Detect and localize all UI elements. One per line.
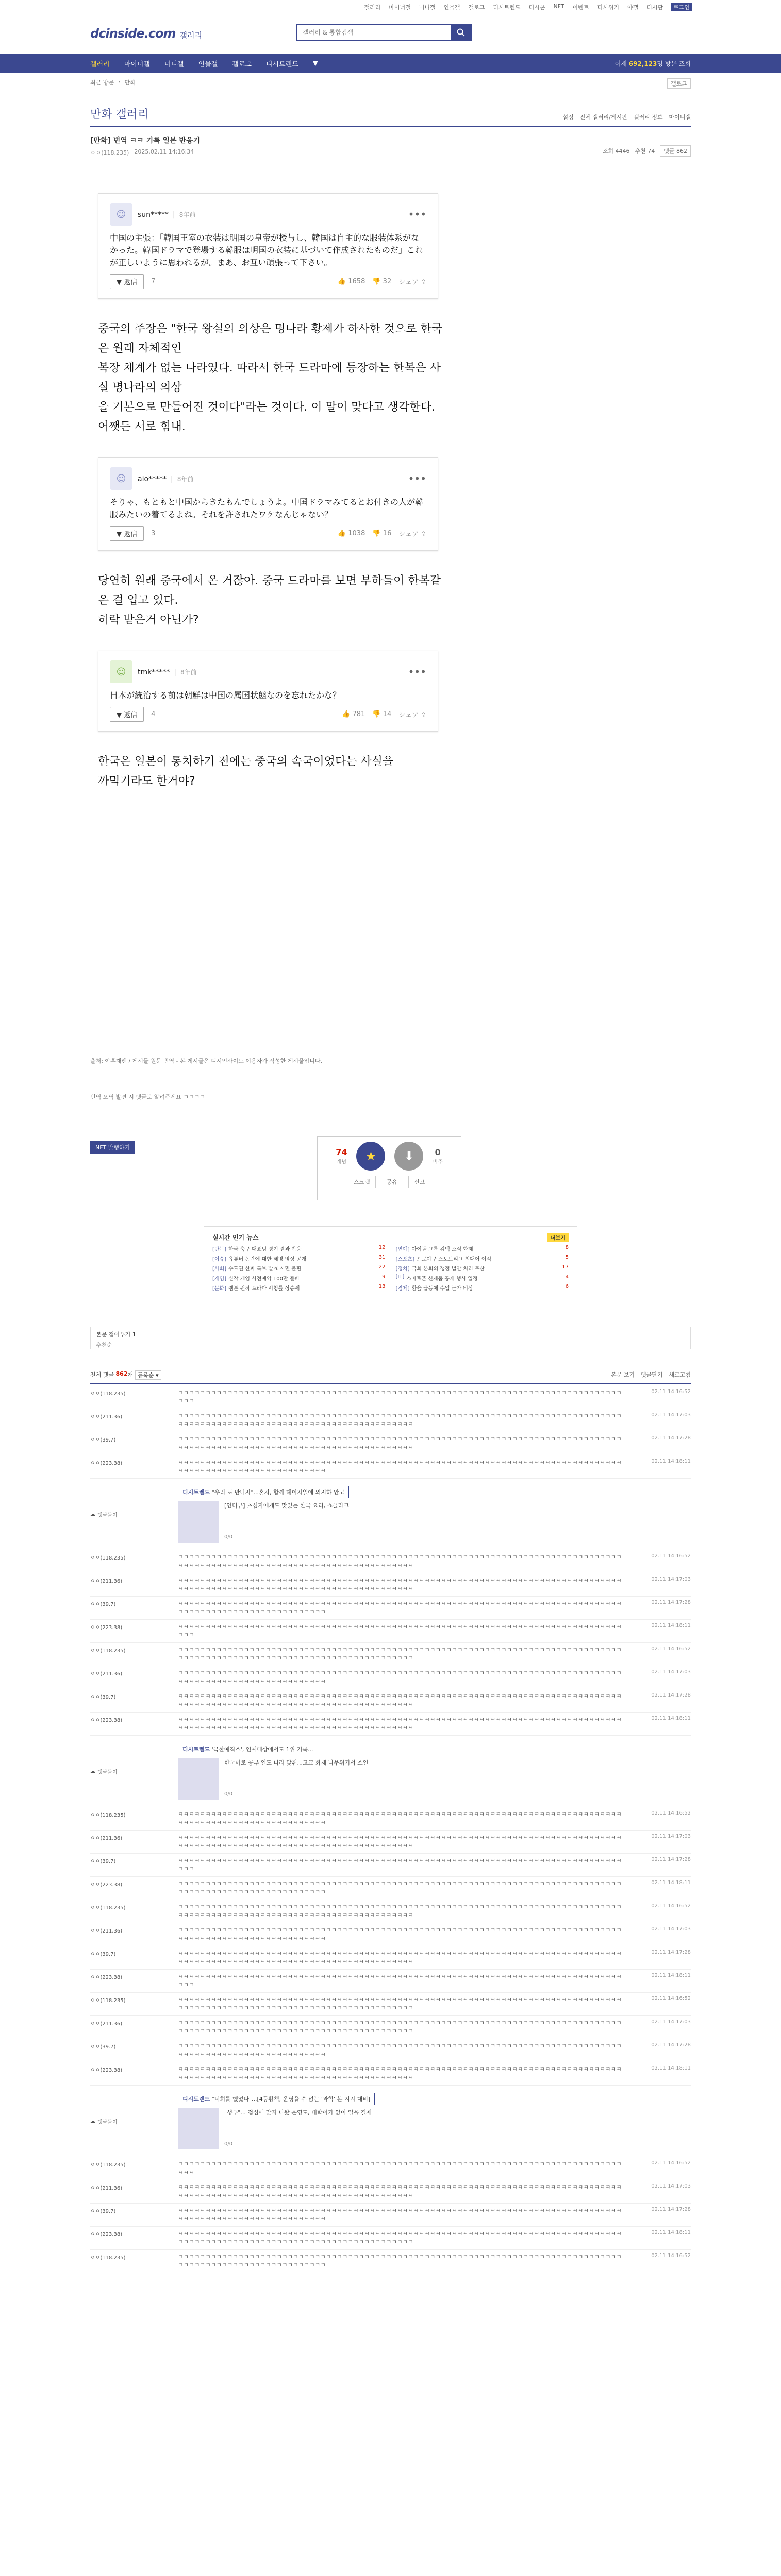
comment-text: ㅋㅋㅋㅋㅋㅋㅋㅋㅋㅋㅋㅋㅋㅋㅋㅋㅋㅋㅋㅋㅋㅋㅋㅋㅋㅋㅋㅋㅋㅋㅋㅋㅋㅋㅋㅋㅋㅋㅋㅋㅋㅋㅋㅋㅋㅋㅋㅋㅋㅋㅋㅋㅋㅋㅋㅋㅋㅋㅋㅋㅋㅋㅋㅋㅋㅋㅋㅋㅋㅋㅋㅋㅋㅋㅋㅋㅋㅋㅋㅋㅋㅋㅋㅋㅋㅋㅋㅋㅋㅋㅋㅋㅋㅋㅋㅋㅋㅋㅋㅋㅋㅋㅋㅋㅋㅋㅋㅋ bbox=[178, 2043, 622, 2058]
comment-date: 02.11 14:17:28 bbox=[651, 2042, 691, 2048]
comment-date: 02.11 14:17:28 bbox=[651, 2207, 691, 2212]
comment-nick[interactable]: ㅇㅇ(211.36) bbox=[90, 1671, 123, 1677]
site-logo[interactable]: dcinside.com bbox=[90, 26, 176, 41]
comment-date: 02.11 14:16:52 bbox=[651, 1810, 691, 1816]
star-icon: ★ bbox=[365, 1149, 377, 1163]
comment-text: 日本が統治する前は朝鮮は中国の属国状態なのを忘れたかな？ bbox=[110, 690, 341, 700]
dislike-count[interactable]: 👎 14 bbox=[372, 710, 392, 718]
comment-row bbox=[90, 1409, 691, 1432]
comment-user: tmk***** bbox=[138, 668, 170, 676]
post-comment-count[interactable]: 댓글 862 bbox=[660, 145, 691, 157]
comment-row bbox=[90, 2062, 691, 2086]
comment-text: ㅋㅋㅋㅋㅋㅋㅋㅋㅋㅋㅋㅋㅋㅋㅋㅋㅋㅋㅋㅋㅋㅋㅋㅋㅋㅋㅋㅋㅋㅋㅋㅋㅋㅋㅋㅋㅋㅋㅋㅋㅋㅋㅋㅋㅋㅋㅋㅋㅋㅋㅋㅋㅋㅋㅋㅋㅋㅋㅋㅋㅋㅋㅋㅋㅋㅋㅋㅋㅋㅋㅋㅋㅋㅋㅋㅋㅋㅋㅋㅋㅋㅋㅋㅋㅋㅋㅋㅋㅋㅋㅋㅋㅋㅋㅋㅋㅋㅋㅋㅋㅋㅋㅋㅋㅋㅋㅋㅋㅋㅋㅋㅋㅋㅋㅋㅋㅋㅋㅋㅋㅋㅋㅋㅋ bbox=[178, 1436, 622, 1451]
comment-nick[interactable]: ㅇㅇ(211.36) bbox=[90, 2185, 123, 2191]
top-nav-dccon[interactable]: 디시콘 bbox=[528, 4, 545, 11]
comment-date: 02.11 14:17:28 bbox=[651, 1692, 691, 1698]
comment-nick[interactable]: ㅇㅇ(223.38) bbox=[90, 2232, 123, 2238]
news-item[interactable]: [경제] 환율 급등에 수입 물가 비상 6 bbox=[395, 1284, 569, 1292]
gnb-gallery[interactable]: 갤러리 bbox=[90, 60, 110, 69]
post-body bbox=[98, 193, 443, 812]
comment-text: ㅋㅋㅋㅋㅋㅋㅋㅋㅋㅋㅋㅋㅋㅋㅋㅋㅋㅋㅋㅋㅋㅋㅋㅋㅋㅋㅋㅋㅋㅋㅋㅋㅋㅋㅋㅋㅋㅋㅋㅋㅋㅋㅋㅋㅋㅋㅋㅋㅋㅋㅋㅋㅋㅋㅋㅋㅋㅋㅋㅋㅋㅋㅋㅋㅋㅋㅋㅋㅋㅋㅋㅋㅋㅋㅋㅋㅋㅋㅋㅋㅋㅋㅋㅋㅋㅋㅋㅋㅋㅋㅋㅋㅋㅋㅋㅋㅋㅋㅋㅋㅋㅋㅋㅋㅋㅋㅋㅋㅋㅋㅋㅋㅋㅋㅋㅋㅋㅋㅋㅋㅋㅋㅋㅋ bbox=[178, 2184, 622, 2199]
news-item[interactable]: [문화] 웹툰 원작 드라마 시청률 상승세 13 bbox=[212, 1284, 386, 1292]
comment-row bbox=[90, 1713, 691, 1736]
comment-row bbox=[90, 1573, 691, 1597]
comment-date: 02.11 14:18:11 bbox=[651, 1623, 691, 1629]
comment-nick: 댓글돌이 bbox=[97, 1769, 118, 1775]
comment-row bbox=[90, 1432, 691, 1455]
comment-text: ㅋㅋㅋㅋㅋㅋㅋㅋㅋㅋㅋㅋㅋㅋㅋㅋㅋㅋㅋㅋㅋㅋㅋㅋㅋㅋㅋㅋㅋㅋㅋㅋㅋㅋㅋㅋㅋㅋㅋㅋㅋㅋㅋㅋㅋㅋㅋㅋㅋㅋㅋㅋㅋㅋㅋㅋㅋㅋㅋㅋㅋㅋㅋㅋㅋㅋㅋㅋㅋㅋㅋㅋㅋㅋㅋㅋㅋㅋㅋㅋㅋㅋㅋㅋㅋㅋㅋㅋㅋㅋㅋㅋㅋㅋㅋㅋㅋㅋㅋㅋㅋㅋㅋㅋㅋㅋㅋㅋ bbox=[178, 1670, 622, 1685]
source-note bbox=[90, 1056, 606, 1103]
gnb-gallog[interactable]: 갤로그 bbox=[232, 60, 252, 69]
post-views: 조회 4446 bbox=[602, 148, 630, 155]
comment-text: ㅋㅋㅋㅋㅋㅋㅋㅋㅋㅋㅋㅋㅋㅋㅋㅋㅋㅋㅋㅋㅋㅋㅋㅋㅋㅋㅋㅋㅋㅋㅋㅋㅋㅋㅋㅋㅋㅋㅋㅋㅋㅋㅋㅋㅋㅋㅋㅋㅋㅋㅋㅋㅋㅋㅋㅋㅋㅋㅋㅋㅋㅋㅋㅋㅋㅋㅋㅋㅋㅋㅋㅋㅋㅋㅋㅋㅋㅋㅋㅋㅋㅋㅋㅋㅋㅋㅋㅋㅋㅋㅋㅋㅋㅋㅋㅋㅋㅋㅋㅋㅋㅋㅋㅋㅋㅋㅋㅋ bbox=[178, 1880, 622, 1895]
gnb-person[interactable]: 인물갤 bbox=[198, 60, 218, 69]
comment-text: ㅋㅋㅋㅋㅋㅋㅋㅋㅋㅋㅋㅋㅋㅋㅋㅋㅋㅋㅋㅋㅋㅋㅋㅋㅋㅋㅋㅋㅋㅋㅋㅋㅋㅋㅋㅋㅋㅋㅋㅋㅋㅋㅋㅋㅋㅋㅋㅋㅋㅋㅋㅋㅋㅋㅋㅋㅋㅋㅋㅋㅋㅋㅋㅋㅋㅋㅋㅋㅋㅋㅋㅋㅋㅋㅋㅋㅋㅋㅋㅋㅋㅋㅋㅋㅋㅋㅋㅋㅋㅋㅋㅋㅋㅋㅋㅋㅋㅋㅋㅋㅋㅋㅋㅋㅋㅋㅋㅋㅋㅋㅋㅋㅋㅋㅋㅋㅋㅋㅋㅋㅋㅋㅋㅋ bbox=[178, 1413, 622, 1428]
chevron-down-icon[interactable]: ▼ bbox=[312, 59, 318, 67]
comment-date: 02.11 14:17:03 bbox=[651, 1926, 691, 1932]
dcc-caption[interactable]: 한국어로 공부 인도 나라 맞춰...고교 화제 나무위키서 소인 bbox=[224, 1759, 369, 1766]
search-box bbox=[296, 24, 472, 41]
comment-text: ㅋㅋㅋㅋㅋㅋㅋㅋㅋㅋㅋㅋㅋㅋㅋㅋㅋㅋㅋㅋㅋㅋㅋㅋㅋㅋㅋㅋㅋㅋㅋㅋㅋㅋㅋㅋㅋㅋㅋㅋㅋㅋㅋㅋㅋㅋㅋㅋㅋㅋㅋㅋㅋㅋㅋㅋㅋㅋㅋㅋㅋㅋㅋㅋㅋㅋㅋㅋㅋㅋㅋㅋㅋㅋㅋㅋㅋㅋㅋㅋㅋㅋㅋㅋㅋㅋㅋㅋㅋㅋㅋㅋㅋㅋㅋㅋㅋㅋㅋㅋㅋㅋㅋㅋㅋㅋㅋㅋ bbox=[178, 1600, 622, 1615]
comment-text: ㅋㅋㅋㅋㅋㅋㅋㅋㅋㅋㅋㅋㅋㅋㅋㅋㅋㅋㅋㅋㅋㅋㅋㅋㅋㅋㅋㅋㅋㅋㅋㅋㅋㅋㅋㅋㅋㅋㅋㅋㅋㅋㅋㅋㅋㅋㅋㅋㅋㅋㅋㅋㅋㅋㅋㅋㅋㅋㅋㅋㅋㅋㅋㅋㅋㅋㅋㅋㅋㅋㅋㅋㅋㅋㅋㅋㅋㅋㅋㅋㅋㅋㅋㅋㅋㅋㅋㅋㅋㅋㅋㅋㅋㅋㅋㅋㅋㅋㅋㅋㅋㅋㅋㅋㅋㅋㅋㅋ bbox=[178, 2207, 622, 2222]
nft-button[interactable]: NFT 발행하기 bbox=[90, 1141, 135, 1154]
comment-date: 02.11 14:16:52 bbox=[651, 1553, 691, 1559]
comment-date: 02.11 14:18:11 bbox=[651, 2065, 691, 2071]
comment-date: 02.11 14:16:52 bbox=[651, 1389, 691, 1395]
comment-date: 02.11 14:18:11 bbox=[651, 1880, 691, 1886]
comment-text: ㅋㅋㅋㅋㅋㅋㅋㅋㅋㅋㅋㅋㅋㅋㅋㅋㅋㅋㅋㅋㅋㅋㅋㅋㅋㅋㅋㅋㅋㅋㅋㅋㅋㅋㅋㅋㅋㅋㅋㅋㅋㅋㅋㅋㅋㅋㅋㅋㅋㅋㅋㅋㅋㅋㅋㅋㅋㅋㅋㅋㅋㅋㅋㅋㅋㅋㅋㅋㅋㅋㅋㅋㅋㅋㅋㅋㅋㅋㅋㅋㅋㅋㅋㅋㅋㅋㅋㅋㅋㅋㅋㅋㅋㅋㅋㅋㅋㅋㅋㅋㅋㅋㅋㅋㅋㅋㅋㅋㅋㅋㅋㅋㅋㅋㅋㅋㅋㅋㅋㅋㅋㅋㅋㅋ bbox=[178, 1716, 622, 1731]
refresh-link[interactable]: 새로고침 bbox=[669, 1371, 691, 1378]
comment-row bbox=[90, 1666, 691, 1689]
top-nav bbox=[364, 3, 692, 11]
comment-nick[interactable]: ㅇㅇ(118.235) bbox=[90, 2255, 126, 2261]
share-button[interactable]: シェア ⇪ bbox=[398, 279, 426, 286]
dcc-caption[interactable]: [인디뷰] 초심자에게도 맛있는 한국 요리, 쇼클라크 bbox=[224, 1502, 350, 1509]
avatar: ☺ bbox=[110, 203, 132, 226]
top-nav-minor[interactable]: 마이너갤 bbox=[389, 4, 411, 11]
comment-nick[interactable]: ㅇㅇ(39.7) bbox=[90, 1694, 116, 1700]
thumb-up-icon: 👍 bbox=[337, 278, 346, 285]
comment-sort-select[interactable]: 등록순 ▾ bbox=[135, 1370, 161, 1380]
comment-text: ㅋㅋㅋㅋㅋㅋㅋㅋㅋㅋㅋㅋㅋㅋㅋㅋㅋㅋㅋㅋㅋㅋㅋㅋㅋㅋㅋㅋㅋㅋㅋㅋㅋㅋㅋㅋㅋㅋㅋㅋㅋㅋㅋㅋㅋㅋㅋㅋㅋㅋㅋㅋㅋㅋㅋㅋㅋㅋㅋㅋㅋㅋㅋㅋㅋㅋㅋㅋㅋㅋㅋㅋㅋㅋㅋㅋㅋㅋㅋㅋㅋㅋㅋㅋ bbox=[178, 1973, 622, 1988]
best-comment-box bbox=[90, 1327, 691, 1349]
login-link[interactable]: 로그인 bbox=[671, 3, 692, 11]
comment-date: 02.11 14:16:52 bbox=[651, 1646, 691, 1652]
dccon-icon: ☁ bbox=[90, 1511, 95, 1517]
comment-date: 02.11 14:17:28 bbox=[651, 1857, 691, 1862]
news-thumbnail[interactable] bbox=[178, 1501, 219, 1543]
comment-nick[interactable]: ㅇㅇ(118.235) bbox=[90, 2162, 126, 2168]
comment-time: 8年前 bbox=[179, 211, 196, 218]
comment-text: 中国の主張：「韓国王室の衣装は明国の皇帝が授与し、韓国は自主的な服装体系がなかった。韓国ドラマで登場する韓服は明国の衣装に基づいて作成されたものだ」これが正しいように思われるが。まあ、お互い頑張って下さい。 bbox=[110, 233, 424, 267]
comment-text: ㅋㅋㅋㅋㅋㅋㅋㅋㅋㅋㅋㅋㅋㅋㅋㅋㅋㅋㅋㅋㅋㅋㅋㅋㅋㅋㅋㅋㅋㅋㅋㅋㅋㅋㅋㅋㅋㅋㅋㅋㅋㅋㅋㅋㅋㅋㅋㅋㅋㅋㅋㅋㅋㅋㅋㅋㅋㅋㅋㅋㅋㅋㅋㅋㅋㅋㅋㅋㅋㅋㅋㅋㅋㅋㅋㅋㅋㅋㅋㅋㅋㅋㅋㅋㅋㅋㅋㅋㅋㅋㅋㅋㅋㅋㅋㅋㅋㅋㅋㅋㅋㅋㅋㅋㅋㅋㅋㅋㅋㅋㅋㅋㅋㅋㅋㅋㅋㅋㅋㅋㅋㅋㅋㅋ bbox=[178, 2230, 622, 2245]
news-thumbnail[interactable] bbox=[178, 2108, 219, 2149]
top-nav-mini[interactable]: 미니갤 bbox=[419, 4, 436, 11]
view-body-link[interactable]: 본문 보기 bbox=[610, 1371, 635, 1378]
search-button[interactable] bbox=[451, 25, 471, 40]
main-nav-bar bbox=[0, 54, 781, 73]
reply-count: 3 bbox=[151, 530, 156, 537]
comment-text: ㅋㅋㅋㅋㅋㅋㅋㅋㅋㅋㅋㅋㅋㅋㅋㅋㅋㅋㅋㅋㅋㅋㅋㅋㅋㅋㅋㅋㅋㅋㅋㅋㅋㅋㅋㅋㅋㅋㅋㅋㅋㅋㅋㅋㅋㅋㅋㅋㅋㅋㅋㅋㅋㅋㅋㅋㅋㅋㅋㅋㅋㅋㅋㅋㅋㅋㅋㅋㅋㅋㅋㅋㅋㅋㅋㅋㅋㅋㅋㅋㅋㅋㅋㅋㅋㅋㅋㅋㅋㅋㅋㅋㅋㅋㅋㅋㅋㅋㅋㅋㅋㅋㅋㅋㅋㅋㅋㅋ bbox=[178, 1459, 622, 1474]
comment-nick[interactable]: ㅇㅇ(118.235) bbox=[90, 1391, 126, 1397]
downvote-count: 0 bbox=[435, 1147, 441, 1157]
comment-text: ㅋㅋㅋㅋㅋㅋㅋㅋㅋㅋㅋㅋㅋㅋㅋㅋㅋㅋㅋㅋㅋㅋㅋㅋㅋㅋㅋㅋㅋㅋㅋㅋㅋㅋㅋㅋㅋㅋㅋㅋㅋㅋㅋㅋㅋㅋㅋㅋㅋㅋㅋㅋㅋㅋㅋㅋㅋㅋㅋㅋㅋㅋㅋㅋㅋㅋㅋㅋㅋㅋㅋㅋㅋㅋㅋㅋㅋㅋㅋㅋㅋㅋㅋㅋ bbox=[178, 2161, 622, 2176]
header bbox=[90, 19, 691, 48]
news-thumbnail[interactable] bbox=[178, 1758, 219, 1800]
comment-label: 전체 댓글 bbox=[90, 1371, 114, 1378]
post-recs: 추천 74 bbox=[635, 148, 655, 155]
all-gallery-link[interactable]: 전체 갤러리/게시판 bbox=[579, 114, 627, 121]
news-title: 실시간 인기 뉴스 bbox=[212, 1234, 259, 1241]
dcc-promo-row bbox=[90, 2086, 691, 2157]
live-news-box bbox=[204, 1226, 577, 1298]
comment-text: ㅋㅋㅋㅋㅋㅋㅋㅋㅋㅋㅋㅋㅋㅋㅋㅋㅋㅋㅋㅋㅋㅋㅋㅋㅋㅋㅋㅋㅋㅋㅋㅋㅋㅋㅋㅋㅋㅋㅋㅋㅋㅋㅋㅋㅋㅋㅋㅋㅋㅋㅋㅋㅋㅋㅋㅋㅋㅋㅋㅋㅋㅋㅋㅋㅋㅋㅋㅋㅋㅋㅋㅋㅋㅋㅋㅋㅋㅋㅋㅋㅋㅋㅋㅋ bbox=[178, 1857, 622, 1872]
comment-total: 862 bbox=[115, 1370, 128, 1377]
comment-nick[interactable]: ㅇㅇ(223.38) bbox=[90, 1718, 123, 1723]
share-button[interactable]: 공유 bbox=[381, 1176, 403, 1188]
post-author[interactable]: ㅇㅇ(118.235) bbox=[90, 149, 129, 156]
gnb-trend[interactable]: 디시트렌드 bbox=[265, 60, 298, 69]
top-nav-nft[interactable]: NFT bbox=[553, 3, 564, 10]
comment-row bbox=[90, 2227, 691, 2250]
comment-date: 02.11 14:16:52 bbox=[651, 1903, 691, 1909]
translation-text: 당연히 원래 중국에서 온 거잖아. 중국 드라마를 보면 부하들이 한복같은 걸 입고 있다. 허락 받은거 아닌가? bbox=[98, 574, 441, 626]
comment-row bbox=[90, 2157, 691, 2180]
news-more-button[interactable]: 더보기 bbox=[547, 1233, 569, 1242]
share-button[interactable]: シェア ⇪ bbox=[398, 711, 426, 719]
reply-count: 4 bbox=[151, 710, 156, 718]
dccon-icon: ☁ bbox=[90, 2118, 95, 2124]
avatar: ☺ bbox=[110, 660, 132, 683]
post-title: [만화] 번역 ㅋㅋ 기록 일본 반응기 bbox=[90, 137, 200, 145]
comment-nick[interactable]: ㅇㅇ(223.38) bbox=[90, 1882, 123, 1888]
thumb-down-icon: 👎 bbox=[372, 278, 381, 285]
news-item[interactable]: [IT] 스마트폰 신제품 공개 행사 일정 4 bbox=[395, 1274, 569, 1282]
dcc-vote: 0/0 bbox=[224, 2141, 233, 2147]
dcc-caption[interactable]: "생투"... 점심에 맞지 나왔 운영도, 대학이가 없이 일을 결제 bbox=[224, 2109, 372, 2116]
comment-user: aio***** bbox=[138, 474, 167, 483]
comment-row bbox=[90, 2250, 691, 2273]
thumb-down-icon: 👎 bbox=[372, 530, 381, 537]
report-button[interactable]: 신고 bbox=[408, 1176, 430, 1188]
top-nav-event[interactable]: 이벤트 bbox=[572, 4, 589, 11]
comment-nick[interactable]: ㅇㅇ(223.38) bbox=[90, 1975, 123, 1980]
news-item[interactable]: [사회] 수도권 한파 특보 발효 시민 불편 22 bbox=[212, 1264, 386, 1272]
crumb-gallery[interactable]: 만화 bbox=[124, 79, 136, 86]
comment-nick[interactable]: ㅇㅇ(211.36) bbox=[90, 1928, 123, 1934]
comment-row bbox=[90, 1900, 691, 1923]
vote-box bbox=[317, 1136, 461, 1200]
search-input[interactable] bbox=[297, 25, 451, 40]
comment-text: ㅋㅋㅋㅋㅋㅋㅋㅋㅋㅋㅋㅋㅋㅋㅋㅋㅋㅋㅋㅋㅋㅋㅋㅋㅋㅋㅋㅋㅋㅋㅋㅋㅋㅋㅋㅋㅋㅋㅋㅋㅋㅋㅋㅋㅋㅋㅋㅋㅋㅋㅋㅋㅋㅋㅋㅋㅋㅋㅋㅋㅋㅋㅋㅋㅋㅋㅋㅋㅋㅋㅋㅋㅋㅋㅋㅋㅋㅋㅋㅋㅋㅋㅋㅋㅋㅋㅋㅋㅋㅋㅋㅋㅋㅋㅋㅋㅋㅋㅋㅋㅋㅋㅋㅋㅋㅋㅋㅋ bbox=[178, 2253, 622, 2268]
comment-nick[interactable]: ㅇㅇ(223.38) bbox=[90, 2067, 123, 2073]
comment-nick[interactable]: ㅇㅇ(39.7) bbox=[90, 1602, 116, 1607]
comment-text: ㅋㅋㅋㅋㅋㅋㅋㅋㅋㅋㅋㅋㅋㅋㅋㅋㅋㅋㅋㅋㅋㅋㅋㅋㅋㅋㅋㅋㅋㅋㅋㅋㅋㅋㅋㅋㅋㅋㅋㅋㅋㅋㅋㅋㅋㅋㅋㅋㅋㅋㅋㅋㅋㅋㅋㅋㅋㅋㅋㅋㅋㅋㅋㅋㅋㅋㅋㅋㅋㅋㅋㅋㅋㅋㅋㅋㅋㅋㅋㅋㅋㅋㅋㅋㅋㅋㅋㅋㅋㅋㅋㅋㅋㅋㅋㅋㅋㅋㅋㅋㅋㅋㅋㅋㅋㅋㅋㅋㅋㅋㅋㅋㅋㅋㅋㅋㅋㅋㅋㅋㅋㅋㅋㅋ bbox=[178, 2066, 622, 2081]
gallery-title[interactable]: 만화 갤러리 bbox=[90, 108, 149, 121]
comment-row bbox=[90, 1643, 691, 1666]
source-line: 번역 오역 발견 시 댓글로 알려주세요 ㅋㅋㅋㅋ bbox=[90, 1094, 205, 1100]
comment-time: 8年前 bbox=[180, 668, 197, 676]
comment-row bbox=[90, 1854, 691, 1877]
comment-nick: 댓글돌이 bbox=[97, 2119, 118, 2125]
comment-row bbox=[90, 2180, 691, 2204]
comment-text: ㅋㅋㅋㅋㅋㅋㅋㅋㅋㅋㅋㅋㅋㅋㅋㅋㅋㅋㅋㅋㅋㅋㅋㅋㅋㅋㅋㅋㅋㅋㅋㅋㅋㅋㅋㅋㅋㅋㅋㅋㅋㅋㅋㅋㅋㅋㅋㅋㅋㅋㅋㅋㅋㅋㅋㅋㅋㅋㅋㅋㅋㅋㅋㅋㅋㅋㅋㅋㅋㅋㅋㅋㅋㅋㅋㅋㅋㅋㅋㅋㅋㅋㅋㅋㅋㅋㅋㅋㅋㅋㅋㅋㅋㅋㅋㅋㅋㅋㅋㅋㅋㅋㅋㅋㅋㅋㅋㅋ bbox=[178, 1927, 622, 1942]
comment-nick: 댓글돌이 bbox=[97, 1512, 118, 1518]
upvote-button[interactable] bbox=[356, 1142, 385, 1171]
comment-text: ㅋㅋㅋㅋㅋㅋㅋㅋㅋㅋㅋㅋㅋㅋㅋㅋㅋㅋㅋㅋㅋㅋㅋㅋㅋㅋㅋㅋㅋㅋㅋㅋㅋㅋㅋㅋㅋㅋㅋㅋㅋㅋㅋㅋㅋㅋㅋㅋㅋㅋㅋㅋㅋㅋㅋㅋㅋㅋㅋㅋㅋㅋㅋㅋㅋㅋㅋㅋㅋㅋㅋㅋㅋㅋㅋㅋㅋㅋㅋㅋㅋㅋㅋㅋㅋㅋㅋㅋㅋㅋㅋㅋㅋㅋㅋㅋㅋㅋㅋㅋㅋㅋㅋㅋㅋㅋㅋㅋㅋㅋㅋㅋㅋㅋㅋㅋㅋㅋㅋㅋㅋㅋㅋㅋ bbox=[178, 1693, 622, 1708]
best-sort: 추천순 bbox=[96, 1342, 112, 1348]
translation-text: 중국의 주장은 "한국 왕실의 의상은 명나라 황제가 하사한 것으로 한국은 원래 자체적인 복장 체계가 없는 나라였다. 따라서 한국 드라마에 등장하는 한복은 사실 명나라의 의상 을 기본으로 만들어진 것이다"라는 것이다. 이 말이 맞다고 생각한다. 어쨋든 서로 힘내. bbox=[98, 323, 443, 433]
yahoo-comment-card: ☺ aio***** | 8年前 ••• そりゃ、もともと中国からきたもんでしょうよ。中国ドラマみてるとお付きの人が韓服みたいの着てるよね。それを許されたワケなんじゃない？ ▼ 返信 3 👍 1038 👎 16 シェア ⇪ bbox=[98, 457, 438, 551]
dislike-count[interactable]: 👎 16 bbox=[372, 530, 392, 537]
news-item[interactable]: [이슈] 유튜버 논란에 대한 해명 영상 공개 31 bbox=[212, 1255, 386, 1262]
comment-text: ㅋㅋㅋㅋㅋㅋㅋㅋㅋㅋㅋㅋㅋㅋㅋㅋㅋㅋㅋㅋㅋㅋㅋㅋㅋㅋㅋㅋㅋㅋㅋㅋㅋㅋㅋㅋㅋㅋㅋㅋㅋㅋㅋㅋㅋㅋㅋㅋㅋㅋㅋㅋㅋㅋㅋㅋㅋㅋㅋㅋㅋㅋㅋㅋㅋㅋㅋㅋㅋㅋㅋㅋㅋㅋㅋㅋㅋㅋㅋㅋㅋㅋㅋㅋㅋㅋㅋㅋㅋㅋㅋㅋㅋㅋㅋㅋㅋㅋㅋㅋㅋㅋㅋㅋㅋㅋㅋㅋㅋㅋㅋㅋㅋㅋㅋㅋㅋㅋㅋㅋㅋㅋㅋㅋ bbox=[178, 1577, 622, 1592]
more-icon[interactable]: ••• bbox=[408, 472, 426, 485]
breadcrumb bbox=[90, 78, 691, 87]
comment-time: 8年前 bbox=[177, 475, 194, 483]
comment-nick[interactable]: ㅇㅇ(39.7) bbox=[90, 2044, 116, 2050]
comment-date: 02.11 14:16:52 bbox=[651, 2253, 691, 2259]
chevron-right-icon: › bbox=[118, 78, 121, 85]
comment-nick[interactable]: ㅇㅇ(118.235) bbox=[90, 1812, 126, 1818]
comment-date: 02.11 14:17:03 bbox=[651, 1412, 691, 1418]
comment-text: ㅋㅋㅋㅋㅋㅋㅋㅋㅋㅋㅋㅋㅋㅋㅋㅋㅋㅋㅋㅋㅋㅋㅋㅋㅋㅋㅋㅋㅋㅋㅋㅋㅋㅋㅋㅋㅋㅋㅋㅋㅋㅋㅋㅋㅋㅋㅋㅋㅋㅋㅋㅋㅋㅋㅋㅋㅋㅋㅋㅋㅋㅋㅋㅋㅋㅋㅋㅋㅋㅋㅋㅋㅋㅋㅋㅋㅋㅋㅋㅋㅋㅋㅋㅋㅋㅋㅋㅋㅋㅋㅋㅋㅋㅋㅋㅋㅋㅋㅋㅋㅋㅋㅋㅋㅋㅋㅋㅋㅋㅋㅋㅋㅋㅋㅋㅋㅋㅋㅋㅋㅋㅋㅋㅋ bbox=[178, 1950, 622, 1965]
close-comments-link[interactable]: 댓글닫기 bbox=[640, 1371, 663, 1378]
reply-button[interactable]: ▼ 返信 bbox=[110, 707, 144, 722]
comment-row bbox=[90, 1970, 691, 1993]
comment-date: 02.11 14:18:11 bbox=[651, 1459, 691, 1464]
comment-text: ㅋㅋㅋㅋㅋㅋㅋㅋㅋㅋㅋㅋㅋㅋㅋㅋㅋㅋㅋㅋㅋㅋㅋㅋㅋㅋㅋㅋㅋㅋㅋㅋㅋㅋㅋㅋㅋㅋㅋㅋㅋㅋㅋㅋㅋㅋㅋㅋㅋㅋㅋㅋㅋㅋㅋㅋㅋㅋㅋㅋㅋㅋㅋㅋㅋㅋㅋㅋㅋㅋㅋㅋㅋㅋㅋㅋㅋㅋㅋㅋㅋㅋㅋㅋㅋㅋㅋㅋㅋㅋㅋㅋㅋㅋㅋㅋㅋㅋㅋㅋㅋㅋㅋㅋㅋㅋㅋㅋㅋㅋㅋㅋㅋㅋㅋㅋㅋㅋㅋㅋㅋㅋㅋㅋ bbox=[178, 1647, 622, 1662]
comment-header: 전체 댓글 862 개 등록순 ▾ 본문 보기 댓글닫기 새로고침 bbox=[90, 1370, 691, 1384]
dislike-count[interactable]: 👎 32 bbox=[372, 278, 392, 285]
avatar: ☺ bbox=[110, 467, 132, 490]
crumb-recent[interactable]: 최근 방문 bbox=[90, 79, 114, 86]
source-line: 출처: 야후재팬 / 게시물 원문 번역 - 본 게시물은 디시인사이드 이용자가 작성한 게시물입니다. bbox=[90, 1058, 322, 1064]
reply-button[interactable]: ▼ 返信 bbox=[110, 274, 144, 289]
news-item[interactable]: [스포츠] 프로야구 스토브리그 최대어 이적 5 bbox=[395, 1255, 569, 1262]
comment-date: 02.11 14:17:03 bbox=[651, 2183, 691, 2189]
thumb-down-icon: ⬇ bbox=[404, 1149, 414, 1163]
top-nav-gallog[interactable]: 갤로그 bbox=[468, 4, 485, 11]
search-icon bbox=[457, 28, 465, 37]
comment-nick[interactable]: ㅇㅇ(223.38) bbox=[90, 1461, 123, 1466]
comment-list bbox=[90, 1386, 691, 2273]
comment-date: 02.11 14:18:11 bbox=[651, 1973, 691, 1978]
comment-nick[interactable]: ㅇㅇ(223.38) bbox=[90, 1625, 123, 1631]
gallery-info-link[interactable]: 갤러리 정보 bbox=[633, 114, 663, 121]
comment-nick[interactable]: ㅇㅇ(39.7) bbox=[90, 1859, 116, 1865]
gallery-logo-sub[interactable]: 갤러리 bbox=[179, 30, 203, 40]
comment-date: 02.11 14:18:11 bbox=[651, 1716, 691, 1721]
comment-row bbox=[90, 2204, 691, 2227]
thumb-up-icon: 👍 bbox=[342, 710, 351, 718]
top-nav-yagal[interactable]: 야갤 bbox=[627, 4, 639, 11]
comment-nick[interactable]: ㅇㅇ(118.235) bbox=[90, 1648, 126, 1654]
gallery-title-bar bbox=[90, 106, 691, 127]
comment-date: 02.11 14:17:03 bbox=[651, 2019, 691, 2025]
comment-nick[interactable]: ㅇㅇ(211.36) bbox=[90, 1836, 123, 1841]
like-count[interactable]: 👍 781 bbox=[342, 710, 365, 718]
comment-row bbox=[90, 2039, 691, 2062]
share-button[interactable]: シェア ⇪ bbox=[398, 531, 426, 538]
minor-gallery-link[interactable]: 마이너갤 bbox=[669, 114, 691, 121]
post-header bbox=[90, 135, 691, 162]
comment-row bbox=[90, 1877, 691, 1900]
top-nav-person[interactable]: 인물갤 bbox=[443, 4, 460, 11]
dcc-vote: 0/0 bbox=[224, 1534, 233, 1540]
comment-date: 02.11 14:18:11 bbox=[651, 2230, 691, 2235]
comment-row bbox=[90, 2016, 691, 2039]
comment-text: ㅋㅋㅋㅋㅋㅋㅋㅋㅋㅋㅋㅋㅋㅋㅋㅋㅋㅋㅋㅋㅋㅋㅋㅋㅋㅋㅋㅋㅋㅋㅋㅋㅋㅋㅋㅋㅋㅋㅋㅋㅋㅋㅋㅋㅋㅋㅋㅋㅋㅋㅋㅋㅋㅋㅋㅋㅋㅋㅋㅋㅋㅋㅋㅋㅋㅋㅋㅋㅋㅋㅋㅋㅋㅋㅋㅋㅋㅋㅋㅋㅋㅋㅋㅋㅋㅋㅋㅋㅋㅋㅋㅋㅋㅋㅋㅋㅋㅋㅋㅋㅋㅋㅋㅋㅋㅋㅋㅋ bbox=[178, 1811, 622, 1826]
post-date: 2025.02.11 14:16:34 bbox=[134, 148, 194, 155]
comment-row bbox=[90, 1993, 691, 2016]
comment-nick[interactable]: ㅇㅇ(39.7) bbox=[90, 1952, 116, 1957]
top-nav-dcpan[interactable]: 디시판 bbox=[646, 4, 663, 11]
comment-text: そりゃ、もともと中国からきたもんでしょうよ。中国ドラマみてるとお付きの人が韓服みたいの着てるよね。それを許されたワケなんじゃない？ bbox=[110, 497, 424, 519]
dcc-link[interactable]: 디시트렌드 "우리 또 만나자"...혼자, 함께 헤이자일에 의지하 안고 bbox=[178, 1486, 349, 1498]
comment-date: 02.11 14:17:03 bbox=[651, 1577, 691, 1582]
comment-row bbox=[90, 1597, 691, 1620]
gallery-setting-link[interactable]: 설정 bbox=[562, 114, 574, 121]
comment-text: ㅋㅋㅋㅋㅋㅋㅋㅋㅋㅋㅋㅋㅋㅋㅋㅋㅋㅋㅋㅋㅋㅋㅋㅋㅋㅋㅋㅋㅋㅋㅋㅋㅋㅋㅋㅋㅋㅋㅋㅋㅋㅋㅋㅋㅋㅋㅋㅋㅋㅋㅋㅋㅋㅋㅋㅋㅋㅋㅋㅋㅋㅋㅋㅋㅋㅋㅋㅋㅋㅋㅋㅋㅋㅋㅋㅋㅋㅋㅋㅋㅋㅋㅋㅋㅋㅋㅋㅋㅋㅋㅋㅋㅋㅋㅋㅋㅋㅋㅋㅋㅋㅋㅋㅋㅋㅋㅋㅋㅋㅋㅋㅋㅋㅋㅋㅋㅋㅋㅋㅋㅋㅋㅋㅋ bbox=[178, 2020, 622, 2035]
more-icon[interactable]: ••• bbox=[408, 208, 426, 221]
comment-row bbox=[90, 1946, 691, 1970]
upvote-count: 74 bbox=[336, 1147, 347, 1157]
like-count[interactable]: 👍 1038 bbox=[337, 530, 365, 537]
yahoo-comment-card: ☺ sun***** | 8年前 ••• 中国の主張：「韓国王室の衣装は明国の皇帝が授与し、韓国は自主的な服装体系がなかった。韓国ドラマで登場する韓服は明国の衣装に基づいて作成されたものだ」これが正しいように思われるが。まあ、お互い頑張って下さい。 ▼ 返信 7 👍 1658 👎 32 シェア ⇪ bbox=[98, 193, 438, 299]
news-item[interactable]: [정치] 국회 본회의 쟁점 법안 처리 무산 17 bbox=[395, 1264, 569, 1272]
comment-nick[interactable]: ㅇㅇ(39.7) bbox=[90, 2209, 116, 2214]
dccon-icon: ☁ bbox=[90, 1768, 95, 1774]
gnb-minor[interactable]: 마이너갤 bbox=[124, 60, 150, 69]
comment-text: ㅋㅋㅋㅋㅋㅋㅋㅋㅋㅋㅋㅋㅋㅋㅋㅋㅋㅋㅋㅋㅋㅋㅋㅋㅋㅋㅋㅋㅋㅋㅋㅋㅋㅋㅋㅋㅋㅋㅋㅋㅋㅋㅋㅋㅋㅋㅋㅋㅋㅋㅋㅋㅋㅋㅋㅋㅋㅋㅋㅋㅋㅋㅋㅋㅋㅋㅋㅋㅋㅋㅋㅋㅋㅋㅋㅋㅋㅋㅋㅋㅋㅋㅋㅋ bbox=[178, 1389, 622, 1404]
visitor-count: 어제 692,123명 방문 조회 bbox=[614, 60, 691, 67]
comment-date: 02.11 14:17:28 bbox=[651, 1600, 691, 1605]
comment-date: 02.11 14:17:03 bbox=[651, 1669, 691, 1675]
comment-date: 02.11 14:16:52 bbox=[651, 1996, 691, 2002]
comment-text: ㅋㅋㅋㅋㅋㅋㅋㅋㅋㅋㅋㅋㅋㅋㅋㅋㅋㅋㅋㅋㅋㅋㅋㅋㅋㅋㅋㅋㅋㅋㅋㅋㅋㅋㅋㅋㅋㅋㅋㅋㅋㅋㅋㅋㅋㅋㅋㅋㅋㅋㅋㅋㅋㅋㅋㅋㅋㅋㅋㅋㅋㅋㅋㅋㅋㅋㅋㅋㅋㅋㅋㅋㅋㅋㅋㅋㅋㅋㅋㅋㅋㅋㅋㅋㅋㅋㅋㅋㅋㅋㅋㅋㅋㅋㅋㅋㅋㅋㅋㅋㅋㅋㅋㅋㅋㅋㅋㅋㅋㅋㅋㅋㅋㅋㅋㅋㅋㅋㅋㅋㅋㅋㅋㅋ bbox=[178, 1554, 622, 1569]
comment-row bbox=[90, 1455, 691, 1479]
top-nav-trend[interactable]: 디시트렌드 bbox=[493, 4, 521, 11]
comment-row bbox=[90, 1807, 691, 1831]
news-item[interactable]: [단독] 한국 축구 대표팀 경기 결과 반응 12 bbox=[212, 1245, 386, 1252]
comment-row bbox=[90, 1620, 691, 1643]
like-count[interactable]: 👍 1658 bbox=[337, 278, 365, 285]
comment-nick[interactable]: ㅇㅇ(211.36) bbox=[90, 1414, 123, 1420]
comment-row bbox=[90, 1831, 691, 1854]
comment-row bbox=[90, 1923, 691, 1946]
gallog-button[interactable]: 갤로그 bbox=[667, 78, 691, 89]
comment-nick[interactable]: ㅇㅇ(118.235) bbox=[90, 1905, 126, 1911]
downvote-button[interactable] bbox=[394, 1142, 423, 1171]
comment-nick[interactable]: ㅇㅇ(211.36) bbox=[90, 1579, 123, 1584]
comment-text: ㅋㅋㅋㅋㅋㅋㅋㅋㅋㅋㅋㅋㅋㅋㅋㅋㅋㅋㅋㅋㅋㅋㅋㅋㅋㅋㅋㅋㅋㅋㅋㅋㅋㅋㅋㅋㅋㅋㅋㅋㅋㅋㅋㅋㅋㅋㅋㅋㅋㅋㅋㅋㅋㅋㅋㅋㅋㅋㅋㅋㅋㅋㅋㅋㅋㅋㅋㅋㅋㅋㅋㅋㅋㅋㅋㅋㅋㅋㅋㅋㅋㅋㅋㅋㅋㅋㅋㅋㅋㅋㅋㅋㅋㅋㅋㅋㅋㅋㅋㅋㅋㅋㅋㅋㅋㅋㅋㅋㅋㅋㅋㅋㅋㅋㅋㅋㅋㅋㅋㅋㅋㅋㅋㅋ bbox=[178, 1996, 622, 2011]
comment-nick[interactable]: ㅇㅇ(39.7) bbox=[90, 1437, 116, 1443]
news-item[interactable]: [연예] 아이돌 그룹 컴백 소식 화제 8 bbox=[395, 1245, 569, 1252]
dcc-vote: 0/0 bbox=[224, 1791, 233, 1797]
dcc-link[interactable]: 디시트렌드 "너희를 했었다"...[4등황책, 운영을 수 없는 '과학' 본 지지 대비] bbox=[178, 2093, 375, 2105]
comment-text: ㅋㅋㅋㅋㅋㅋㅋㅋㅋㅋㅋㅋㅋㅋㅋㅋㅋㅋㅋㅋㅋㅋㅋㅋㅋㅋㅋㅋㅋㅋㅋㅋㅋㅋㅋㅋㅋㅋㅋㅋㅋㅋㅋㅋㅋㅋㅋㅋㅋㅋㅋㅋㅋㅋㅋㅋㅋㅋㅋㅋㅋㅋㅋㅋㅋㅋㅋㅋㅋㅋㅋㅋㅋㅋㅋㅋㅋㅋㅋㅋㅋㅋㅋㅋㅋㅋㅋㅋㅋㅋㅋㅋㅋㅋㅋㅋㅋㅋㅋㅋㅋㅋㅋㅋㅋㅋㅋㅋㅋㅋㅋㅋㅋㅋㅋㅋㅋㅋㅋㅋㅋㅋㅋㅋ bbox=[178, 1834, 622, 1849]
yahoo-comment-card: ☺ tmk***** | 8年前 ••• 日本が統治する前は朝鮮は中国の属国状態なのを忘れたかな？ ▼ 返信 4 👍 781 👎 14 シェア ⇪ bbox=[98, 651, 438, 732]
gnb-mini[interactable]: 미니갤 bbox=[164, 60, 184, 69]
comment-row bbox=[90, 1689, 691, 1713]
top-nav-wiki[interactable]: 디시위키 bbox=[597, 4, 619, 11]
comment-nick[interactable]: ㅇㅇ(211.36) bbox=[90, 2021, 123, 2027]
dcc-promo-row bbox=[90, 1736, 691, 1807]
downvote-label: 비추 bbox=[433, 1159, 443, 1165]
comment-text: ㅋㅋㅋㅋㅋㅋㅋㅋㅋㅋㅋㅋㅋㅋㅋㅋㅋㅋㅋㅋㅋㅋㅋㅋㅋㅋㅋㅋㅋㅋㅋㅋㅋㅋㅋㅋㅋㅋㅋㅋㅋㅋㅋㅋㅋㅋㅋㅋㅋㅋㅋㅋㅋㅋㅋㅋㅋㅋㅋㅋㅋㅋㅋㅋㅋㅋㅋㅋㅋㅋㅋㅋㅋㅋㅋㅋㅋㅋㅋㅋㅋㅋㅋㅋ bbox=[178, 1623, 622, 1638]
dcc-promo-row bbox=[90, 1479, 691, 1550]
reply-count: 7 bbox=[151, 278, 156, 285]
best-title[interactable]: 본문 접어두기 1 bbox=[96, 1331, 136, 1338]
thumb-up-icon: 👍 bbox=[337, 530, 346, 537]
top-nav-gallery[interactable]: 갤러리 bbox=[364, 4, 381, 11]
comment-user: sun***** bbox=[138, 210, 169, 219]
dcc-link[interactable]: 디시트렌드 '극한예직스', 연예대상에서도 1위 기록... bbox=[178, 1743, 318, 1755]
comment-row bbox=[90, 1386, 691, 1409]
comment-row bbox=[90, 1550, 691, 1573]
news-item[interactable]: [게임] 신작 게임 사전예약 100만 돌파 9 bbox=[212, 1274, 386, 1282]
more-icon[interactable]: ••• bbox=[408, 666, 426, 678]
reply-button[interactable]: ▼ 返信 bbox=[110, 526, 144, 541]
comment-date: 02.11 14:16:52 bbox=[651, 2160, 691, 2166]
translation-text: 한국은 일본이 통치하기 전에는 중국의 속국이었다는 사실을 까먹기라도 한거야? bbox=[98, 755, 394, 788]
comment-nick[interactable]: ㅇㅇ(118.235) bbox=[90, 1555, 126, 1561]
comment-date: 02.11 14:17:03 bbox=[651, 1834, 691, 1839]
comment-text: ㅋㅋㅋㅋㅋㅋㅋㅋㅋㅋㅋㅋㅋㅋㅋㅋㅋㅋㅋㅋㅋㅋㅋㅋㅋㅋㅋㅋㅋㅋㅋㅋㅋㅋㅋㅋㅋㅋㅋㅋㅋㅋㅋㅋㅋㅋㅋㅋㅋㅋㅋㅋㅋㅋㅋㅋㅋㅋㅋㅋㅋㅋㅋㅋㅋㅋㅋㅋㅋㅋㅋㅋㅋㅋㅋㅋㅋㅋㅋㅋㅋㅋㅋㅋㅋㅋㅋㅋㅋㅋㅋㅋㅋㅋㅋㅋㅋㅋㅋㅋㅋㅋㅋㅋㅋㅋㅋㅋㅋㅋㅋㅋㅋㅋㅋㅋㅋㅋㅋㅋㅋㅋㅋㅋ bbox=[178, 1904, 622, 1919]
comment-date: 02.11 14:17:28 bbox=[651, 1950, 691, 1955]
upvote-label: 개념 bbox=[336, 1159, 346, 1165]
scrap-button[interactable]: 스크랩 bbox=[348, 1176, 376, 1188]
comment-date: 02.11 14:17:28 bbox=[651, 1435, 691, 1441]
thumb-down-icon: 👎 bbox=[372, 710, 381, 718]
comment-nick[interactable]: ㅇㅇ(118.235) bbox=[90, 1998, 126, 2004]
